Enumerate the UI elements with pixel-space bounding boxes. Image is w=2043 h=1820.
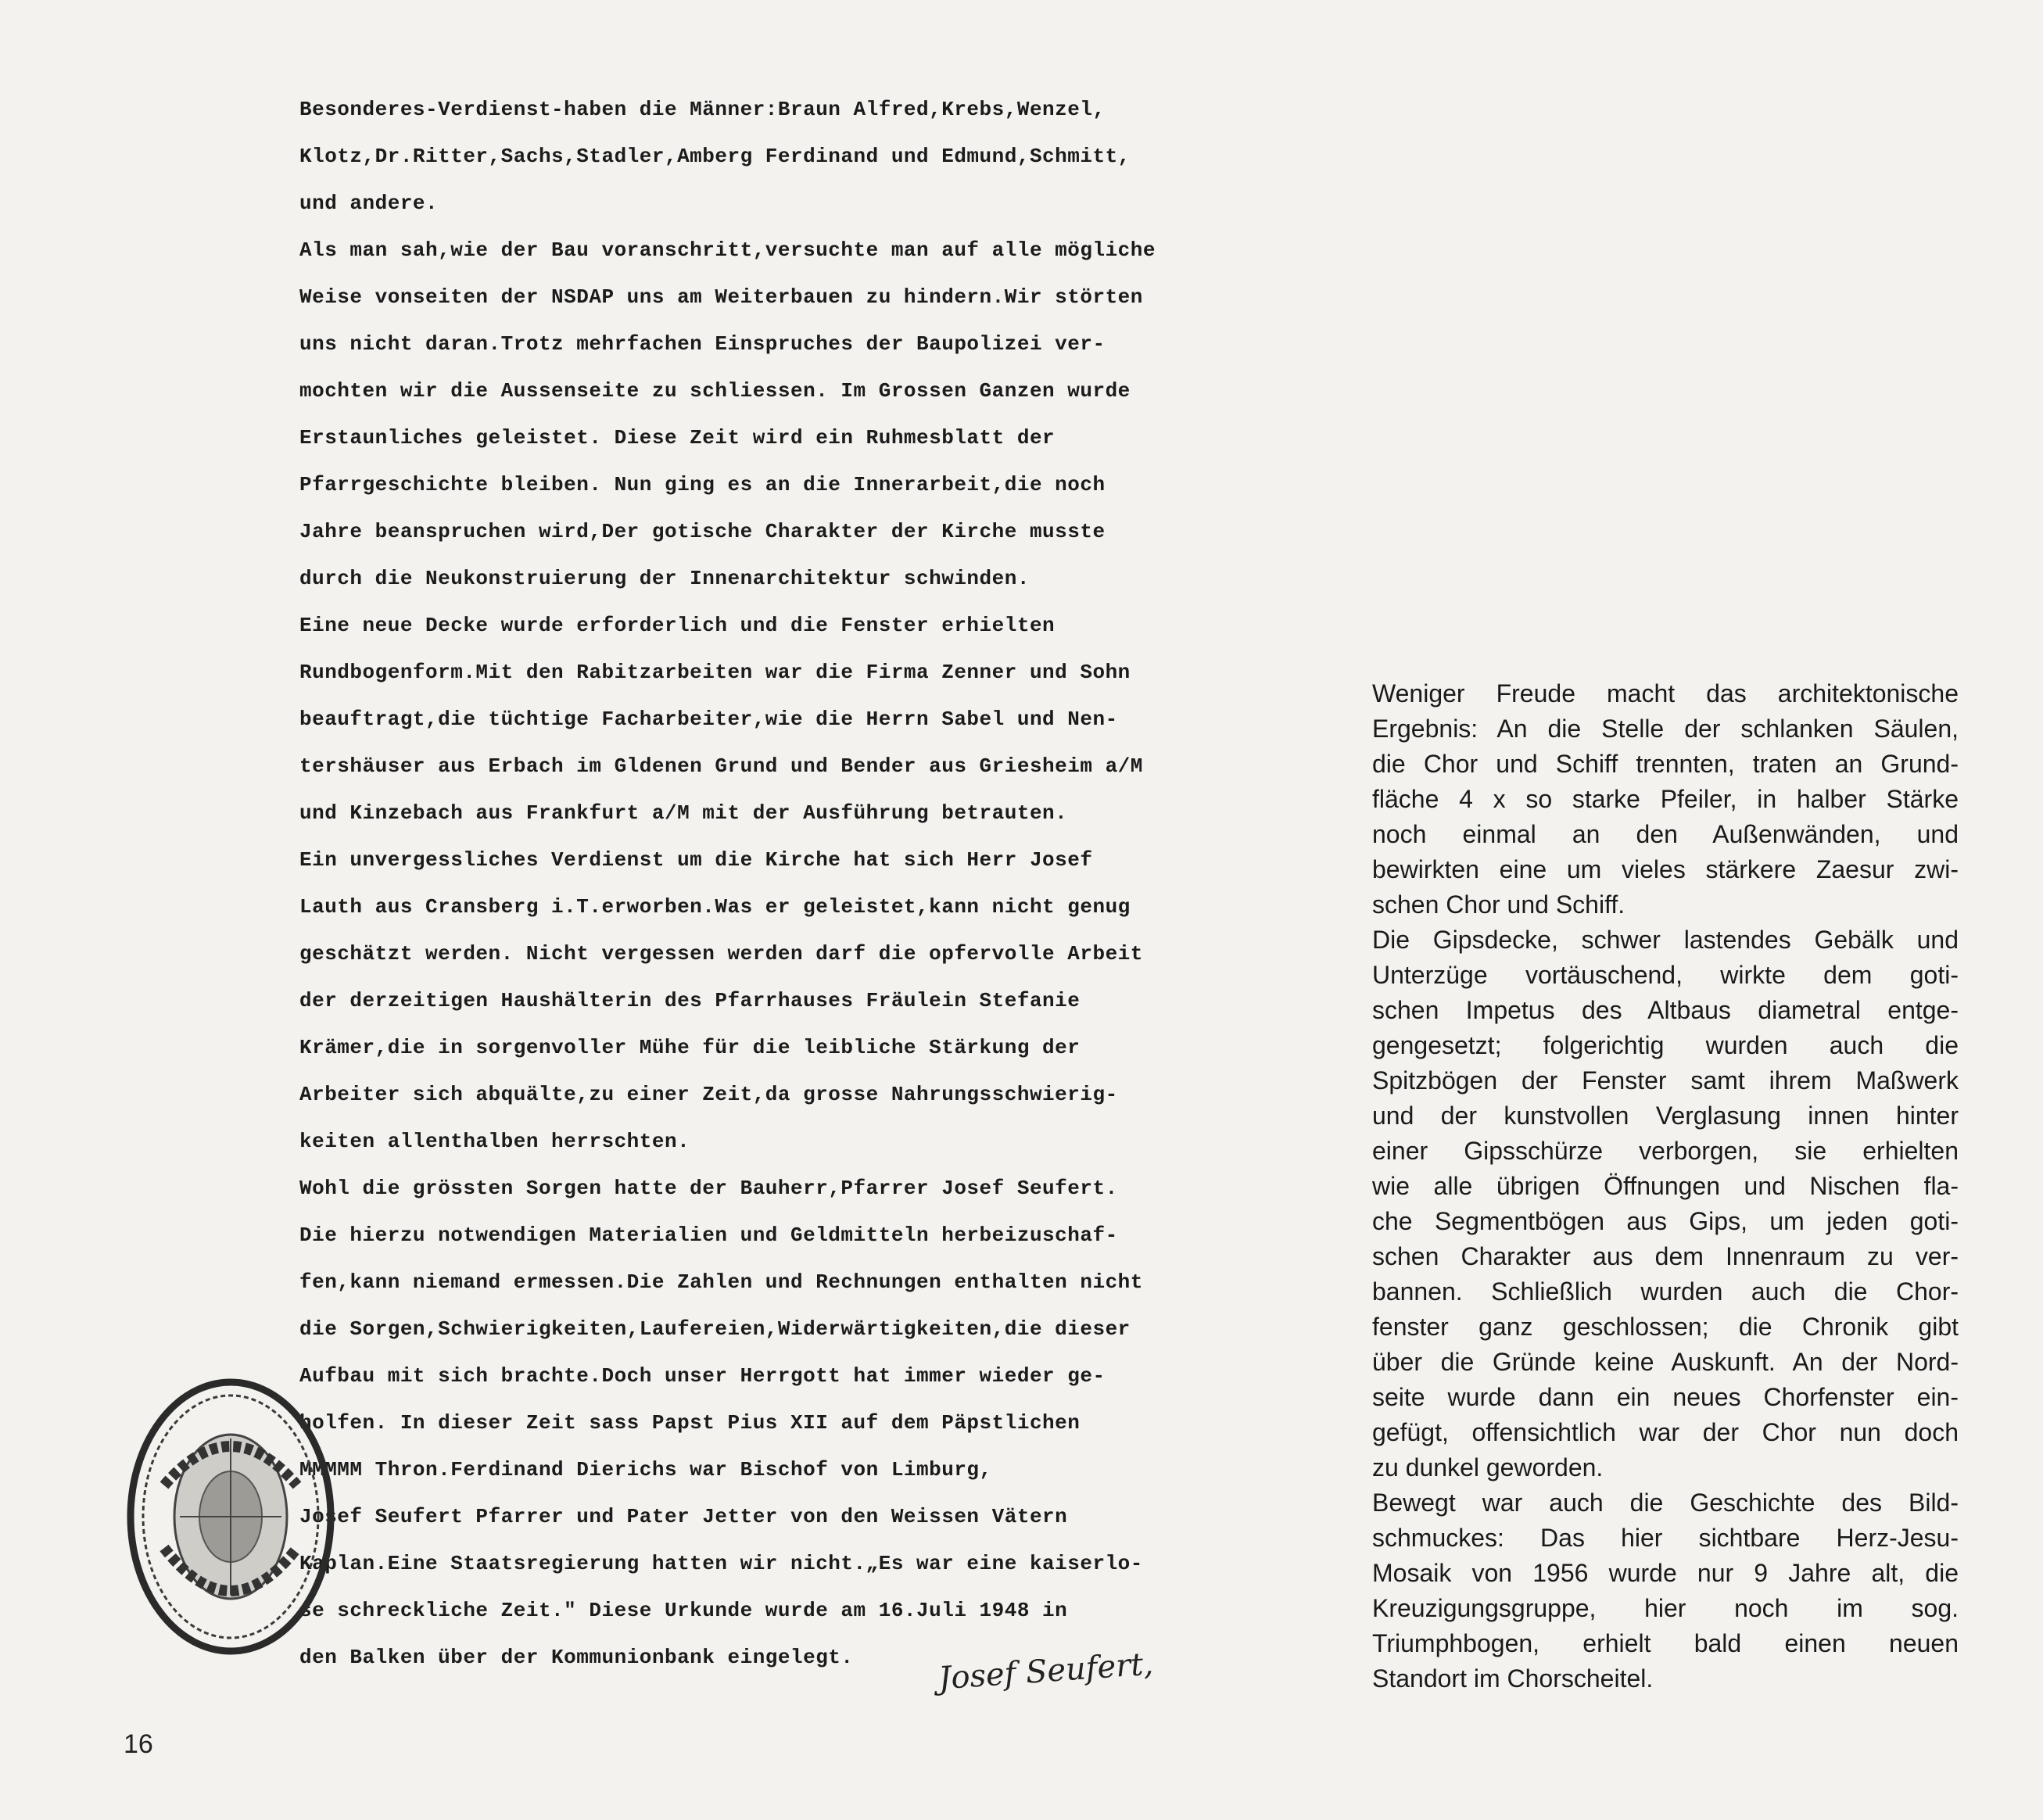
article-line: bannen. Schließlich wurden auch die Chor- <box>1372 1277 1959 1306</box>
article-line: gefügt, offensichtlich war der Chor nun doch <box>1372 1418 1959 1446</box>
typewritten-line: Pfarrgeschichte bleiben. Nun ging es an die Innerarbeit,die noch <box>299 473 1106 496</box>
article-line: fenster ganz geschlossen; die Chronik gibt <box>1372 1313 1959 1341</box>
page-number: 16 <box>124 1729 153 1759</box>
typewritten-line: se schreckliche Zeit." Diese Urkunde wurde am 16.Juli 1948 in <box>299 1599 1068 1622</box>
typewritten-line: keiten allenthalben herrschten. <box>299 1130 690 1153</box>
article-line: Kreuzigungsgruppe, hier noch im sog. <box>1372 1594 1959 1622</box>
typewritten-line: Krämer,die in sorgenvoller Mühe für die leibliche Stärkung der <box>299 1036 1081 1059</box>
typewritten-line: Arbeiter sich abquälte,zu einer Zeit,da grosse Nahrungsschwierig- <box>299 1083 1118 1106</box>
typewritten-line: Jahre beanspruchen wird,Der gotische Charakter der Kirche musste <box>299 520 1106 543</box>
article-line: und der kunstvollen Verglasung innen hinter <box>1372 1102 1959 1130</box>
article-line: fläche 4 x so starke Pfeiler, in halber Stärke <box>1372 785 1959 813</box>
article-line: einer Gipsschürze verborgen, sie erhielten <box>1372 1137 1959 1165</box>
typewritten-line: Kaplan.Eine Staatsregierung hatten wir nicht.„Es war eine kaiserlo- <box>299 1552 1143 1575</box>
typewritten-line: holfen. In dieser Zeit sass Papst Pius XII auf dem Päpstlichen <box>299 1411 1081 1435</box>
typewritten-line: Lauth aus Cransberg i.T.erworben.Was er geleistet,kann nicht genug <box>299 895 1131 919</box>
typewritten-line: tershäuser aus Erbach im Gldenen Grund und Bender aus Griesheim a/M <box>299 754 1143 778</box>
typewritten-line: die Sorgen,Schwierigkeiten,Laufereien,Widerwärtigkeiten,die dieser <box>299 1317 1131 1341</box>
typewritten-line: Rundbogenform.Mit den Rabitzarbeiten war die Firma Zenner und Sohn <box>299 661 1131 684</box>
typewritten-line: mochten wir die Aussenseite zu schliessen. Im Grossen Ganzen wurde <box>299 379 1131 403</box>
typewritten-line: der derzeitigen Haushälterin des Pfarrhauses Fräulein Stefanie <box>299 989 1081 1012</box>
article-line: Unterzüge vortäuschend, wirkte dem goti- <box>1372 961 1959 989</box>
typewritten-line: Ein unvergessliches Verdienst um die Kirche hat sich Herr Josef <box>299 848 1093 872</box>
article-line: schen Charakter aus dem Innenraum zu ver- <box>1372 1242 1959 1270</box>
typewritten-line: durch die Neukonstruierung der Innenarchitektur schwinden. <box>299 567 1030 590</box>
typewritten-line: geschätzt werden. Nicht vergessen werden darf die opfervolle Arbeit <box>299 942 1143 966</box>
article-line: bewirkten eine um vieles stärkere Zaesur zwi- <box>1372 855 1959 883</box>
typewritten-line: Aufbau mit sich brachte.Doch unser Herrgott hat immer wieder ge- <box>299 1364 1106 1388</box>
article-line: noch einmal an den Außenwänden, und <box>1372 820 1959 848</box>
typewritten-line: Eine neue Decke wurde erforderlich und die Fenster erhielten <box>299 614 1056 637</box>
article-line: seite wurde dann ein neues Chorfenster ein- <box>1372 1383 1959 1411</box>
typewritten-line: den Balken über der Kommunionbank eingelegt. <box>299 1646 854 1669</box>
article-line: schen Impetus des Altbaus diametral entge- <box>1372 996 1959 1024</box>
article-line: Standort im Chorscheitel. <box>1372 1664 1654 1693</box>
typewritten-line: Als man sah,wie der Bau voranschritt,versuchte man auf alle mögliche <box>299 238 1156 262</box>
article-line: Bewegt war auch die Geschichte des Bild- <box>1372 1489 1959 1517</box>
article-line: Weniger Freude macht das architektonische <box>1372 679 1959 708</box>
typewritten-line: MMMMM Thron.Ferdinand Dierichs war Bischof von Limburg, <box>299 1458 992 1481</box>
typewritten-line: fen,kann niemand ermessen.Die Zahlen und Rechnungen enthalten nicht <box>299 1270 1143 1294</box>
typewritten-line: Erstaunliches geleistet. Diese Zeit wird ein Ruhmesblatt der <box>299 426 1056 450</box>
article-line: Mosaik von 1956 wurde nur 9 Jahre alt, die <box>1372 1559 1959 1587</box>
article-line: che Segmentbögen aus Gips, um jeden goti- <box>1372 1207 1959 1235</box>
typewritten-line: Die hierzu notwendigen Materialien und Geldmitteln herbeizuschaf- <box>299 1223 1118 1247</box>
typewritten-line: beauftragt,die tüchtige Facharbeiter,wie die Herrn Sabel und Nen- <box>299 708 1118 731</box>
article-line: gengesetzt; folgerichtig wurden auch die <box>1372 1031 1959 1059</box>
article-line: Triumphbogen, erhielt bald einen neuen <box>1372 1629 1959 1657</box>
typewritten-line: uns nicht daran.Trotz mehrfachen Einspruches der Baupolizei ver- <box>299 332 1106 356</box>
article-line: Die Gipsdecke, schwer lastendes Gebälk und <box>1372 926 1959 954</box>
article-line: Ergebnis: An die Stelle der schlanken Säulen, <box>1372 715 1959 743</box>
article-line: zu dunkel geworden. <box>1372 1453 1604 1481</box>
article-line: schmuckes: Das hier sichtbare Herz-Jesu- <box>1372 1524 1959 1552</box>
typewritten-line: Klotz,Dr.Ritter,Sachs,Stadler,Amberg Ferdinand und Edmund,Schmitt, <box>299 145 1131 168</box>
article-line: über die Gründe keine Auskunft. An der Nord- <box>1372 1348 1959 1376</box>
article-line: die Chor und Schiff trennten, traten an Grund- <box>1372 750 1959 778</box>
typewritten-line: und Kinzebach aus Frankfurt a/M mit der Ausführung betrauten. <box>299 801 1068 825</box>
typewritten-line: Wohl die grössten Sorgen hatte der Bauherr,Pfarrer Josef Seufert. <box>299 1177 1118 1200</box>
article-text-column <box>1372 676 1959 1696</box>
church-seal-stamp <box>125 1376 336 1657</box>
signature-text: Josef Seufert, <box>937 1646 1155 1697</box>
typewritten-line: und andere. <box>299 192 439 215</box>
typewritten-line: Weise vonseiten der NSDAP uns am Weiterbauen zu hindern.Wir störten <box>299 285 1143 309</box>
article-line: Spitzbögen der Fenster samt ihrem Maßwerk <box>1372 1066 1959 1095</box>
article-line: schen Chor und Schiff. <box>1372 890 1625 919</box>
typewritten-line: Besonderes-Verdienst-haben die Männer:Braun Alfred,Krebs,Wenzel, <box>299 98 1106 121</box>
article-line: wie alle übrigen Öffnungen und Nischen fla- <box>1372 1172 1959 1200</box>
typewritten-document <box>299 86 1277 1681</box>
typewritten-line: Josef Seufert Pfarrer und Pater Jetter von den Weissen Vätern <box>299 1505 1068 1528</box>
